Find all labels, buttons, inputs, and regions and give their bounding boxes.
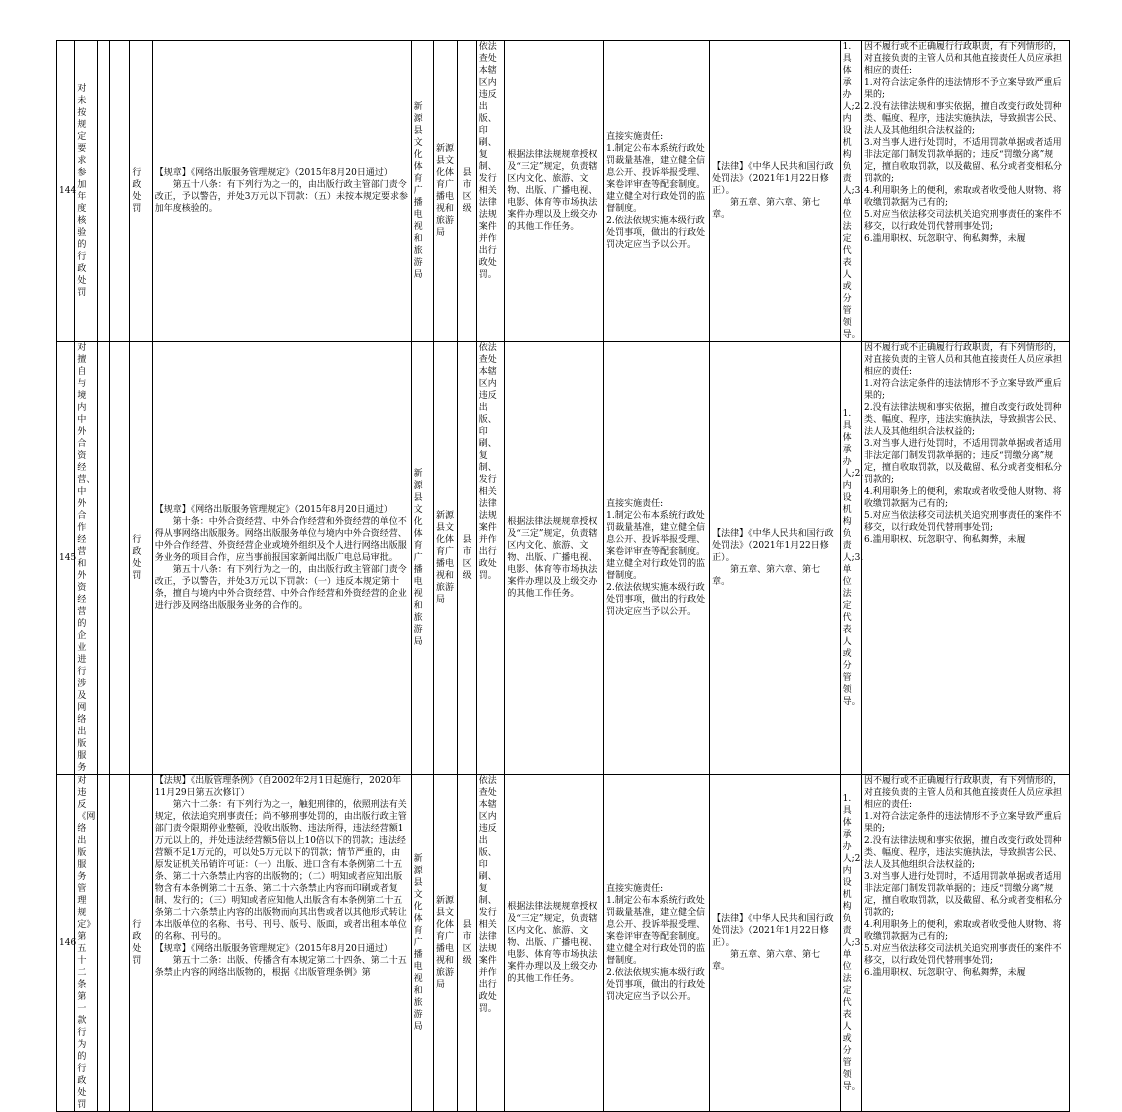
liability-item: 6.滥用职权、玩忽职守、徇私舞弊，未履: [863, 234, 1026, 244]
seq-cell: 146: [57, 775, 75, 1112]
sub-item-cell: [97, 342, 109, 775]
liability-item: 2.没有法律法规和事实依据，擅自改变行政处罚种类、幅度、程序，违法实施执法，导致损害公民、法人及其他组织合法权益的;: [863, 836, 1062, 870]
document-page: [56, 40, 1070, 1110]
basis-para: 第十条：中外合资经营、中外合作经营和外资经营的单位不得从事网络出版服务。网络出版服务单位与境内中外合资经营、中外合作经营、外资经营企业或境外组织及个人进行网络出版服务业务的项目合作，应当事前报国家新闻出版广电总局审批。: [154, 517, 407, 563]
liability-item: 5.对应当依法移交司法机关追究刑事责任的案件不移交，以行政处罚代替刑事处罚;: [863, 210, 1062, 232]
basis-cell: [152, 41, 411, 342]
responsible-dept-cell: 新源县文化体育广播电视和旅游局: [434, 342, 458, 775]
implementing-dept-cell: 新源县文化体育广播电视和旅游局: [411, 775, 433, 1112]
resp-item: 1.制定公布本系统行政处罚裁量基准，建立健全信息公开、投诉举报受理、案卷评审查等配套制度。建立健全对行政处罚的监督制度。: [606, 511, 706, 581]
liability-item: 4.利用职务上的便利，索取或者收受他人财物、将收缴罚款据为己有的;: [863, 487, 1062, 509]
resp-item: 2.依法依规实施本级行政处罚事项，做出的行政处罚决定应当予以公开。: [606, 968, 706, 1002]
responsible-dept-cell: 新源县文化体育广播电视和旅游局: [434, 41, 458, 342]
liability-intro: 因不履行或不正确履行行政职责，有下列情形的，对直接负责的主管人员和其他直接责任人员应承担相应的责任:: [863, 343, 1062, 377]
item-name-cell: 对擅自与境内中外合资经营、中外合作经营和外资经营的企业进行涉及网络出版服务: [75, 342, 97, 775]
basis-para: 第五十二条：出版、传播含有本规定第二十四条、第二十五条禁止内容的网络出版物的，根据《出版管理条例》第: [154, 956, 407, 978]
liability-item: 3.对当事人进行处罚时，不适用罚款单据或者适用非法定部门制发罚款单据的；违反“罚缴分离”规定，擅自收取罚款，以及截留、私分或者变相私分罚款的;: [863, 872, 1062, 918]
law-basis-cell: [710, 775, 840, 1112]
liability-cell: [861, 342, 1069, 775]
basis-para: 【法规】《出版管理条例》（自2002年2月1日起施行，2020年11月29日第五次修订）: [154, 776, 402, 798]
level-cell: 县市区级: [458, 41, 476, 342]
liability-item: 5.对应当依法移交司法机关追究刑事责任的案件不移交，以行政处罚代替刑事处罚;: [863, 511, 1062, 533]
duty-cell: 根据法律法规规章授权及“三定”规定，负责辖区内文化、旅游、文物、出版、广播电视、电影、体育等市场执法案件办理以及上级交办的其他工作任务。: [505, 41, 604, 342]
resp-title: 直接实施责任:: [606, 884, 664, 894]
implementing-dept-cell: 新源县文化体育广播电视和旅游局: [411, 41, 433, 342]
law-para: 第五章、第六章、第七章。: [712, 950, 821, 972]
resp-item: 2.依法依规实施本级行政处罚事项，做出的行政处罚决定应当予以公开。: [606, 583, 706, 617]
duty-cell: 根据法律法规规章授权及“三定”规定，负责辖区内文化、旅游、文物、出版、广播电视、电影、体育等市场执法案件办理以及上级交办的其他工作任务。: [505, 342, 604, 775]
liability-item: 6.滥用职权、玩忽职守、徇私舞弊，未履: [863, 535, 1026, 545]
law-basis-cell: [710, 342, 840, 775]
liability-item: 2.没有法律法规和事实依据，擅自改变行政处罚种类、幅度、程序，违法实施执法，导致损害公民、法人及其他组织合法权益的;: [863, 102, 1062, 136]
sub-item-cell: [97, 41, 109, 342]
law-para: 第五章、第六章、第七章。: [712, 565, 821, 587]
basis-para: 【规章】《网络出版服务管理规定》（2015年8月20日通过）: [154, 944, 393, 954]
liability-item: 1.对符合法定条件的违法情形不予立案导致严重后果的;: [863, 78, 1062, 100]
table-row: [57, 342, 1070, 775]
table-row: [57, 41, 1070, 342]
process-text: 依法查处本辖区内违反出版、印刷、复制、发行相关法律法规案件并作出行政处罚。: [478, 343, 497, 581]
blank-cell: [109, 41, 129, 342]
table-row: [57, 775, 1070, 1112]
process-text: 依法查处本辖区内违反出版、印刷、复制、发行相关法律法规案件并作出行政处罚。: [478, 776, 497, 1014]
process-cell: [476, 342, 505, 775]
responsibility-cell: [604, 775, 710, 1112]
basis-para: 【规章】《网络出版服务管理规定》（2015年8月20日通过）: [154, 505, 393, 515]
subject-cell: 1.具体承办人;2.内设机构负责人;3.单位法定代表人或分管领导。: [840, 41, 861, 342]
blank-cell: [109, 342, 129, 775]
liability-intro: 因不履行或不正确履行行政职责，有下列情形的，对直接负责的主管人员和其他直接责任人员应承担相应的责任:: [863, 776, 1062, 810]
basis-para: 【规章】《网络出版服务管理规定》（2015年8月20日通过）: [154, 168, 393, 178]
resp-item: 1.制定公布本系统行政处罚裁量基准，建立健全信息公开、投诉举报受理、案卷评审查等配套制度。建立健全对行政处罚的监督制度。: [606, 144, 706, 214]
basis-para: 第五十八条：有下列行为之一的，由出版行政主管部门责令改正，予以警告，并处3万元以下罚款：（一）违反本规定第十条，擅自与境内中外合资经营、中外合作经营和外资经营的企业进行涉及网络出版服务业务的合作的。: [154, 565, 407, 611]
category-cell: 行政处罚: [130, 342, 152, 775]
process-text: 依法查处本辖区内违反出版、印刷、复制、发行相关法律法规案件并作出行政处罚。: [478, 42, 497, 280]
liability-item: 6.滥用职权、玩忽职守、徇私舞弊，未履: [863, 968, 1026, 978]
responsible-dept-cell: 新源县文化体育广播电视和旅游局: [434, 775, 458, 1112]
basis-para: 第五十八条：有下列行为之一的，由出版行政主管部门责令改正，予以警告，并处3万元以下罚款：（五）未按本规定要求参加年度核验的。: [154, 180, 408, 214]
item-name-cell: 对违反《网络出版服务管理规定》第五十二条第一款行为的行政处罚: [75, 775, 97, 1112]
resp-item: 2.依法依规实施本级行政处罚事项，做出的行政处罚决定应当予以公开。: [606, 216, 706, 250]
liability-item: 3.对当事人进行处罚时，不适用罚款单据或者适用非法定部门制发罚款单据的；违反“罚缴分离”规定，擅自收取罚款，以及截留、私分或者变相私分罚款的;: [863, 138, 1062, 184]
liability-cell: [861, 775, 1069, 1112]
basis-cell: [152, 342, 411, 775]
duty-cell: 根据法律法规规章授权及“三定”规定，负责辖区内文化、旅游、文物、出版、广播电视、电影、体育等市场执法案件办理以及上级交办的其他工作任务。: [505, 775, 604, 1112]
level-cell: 县市区级: [458, 775, 476, 1112]
subject-cell: 1.具体承办人;2.内设机构负责人;3.单位法定代表人或分管领导。: [840, 342, 861, 775]
level-cell: 县市区级: [458, 342, 476, 775]
category-cell: 行政处罚: [130, 41, 152, 342]
resp-item: 1.制定公布本系统行政处罚裁量基准，建立健全信息公开、投诉举报受理、案卷评审查等配套制度。建立健全对行政处罚的监督制度。: [606, 896, 706, 966]
resp-title: 直接实施责任:: [606, 132, 664, 142]
seq-cell: 145: [57, 342, 75, 775]
law-para: 【法律】《中华人民共和国行政处罚法》（2021年1月22日修正）。: [712, 529, 834, 563]
law-basis-cell: [710, 41, 840, 342]
law-para: 【法律】《中华人民共和国行政处罚法》（2021年1月22日修正）。: [712, 914, 834, 948]
liability-item: 3.对当事人进行处罚时，不适用罚款单据或者适用非法定部门制发罚款单据的；违反“罚缴分离”规定，擅自收取罚款，以及截留、私分或者变相私分罚款的;: [863, 439, 1062, 485]
subject-cell: 1.具体承办人;2.内设机构负责人;3.单位法定代表人或分管领导。: [840, 775, 861, 1112]
process-cell: [476, 41, 505, 342]
category-cell: 行政处罚: [130, 775, 152, 1112]
liability-cell: [861, 41, 1069, 342]
responsibility-cell: [604, 41, 710, 342]
sub-item-cell: [97, 775, 109, 1112]
responsibility-cell: [604, 342, 710, 775]
liability-item: 4.利用职务上的便利，索取或者收受他人财物、将收缴罚款据为己有的;: [863, 920, 1062, 942]
liability-intro: 因不履行或不正确履行行政职责，有下列情形的，对直接负责的主管人员和其他直接责任人员应承担相应的责任:: [863, 42, 1062, 76]
basis-para: 第六十二条：有下列行为之一，触犯刑律的，依照刑法有关规定，依法追究刑事责任；尚不够刑事处罚的，由出版行政主管部门责令限期停业整顿，没收出版物、违法所得，违法经营额1万元以上的，并处违法经营额5倍以上10倍以下的罚款；违法经营额不足1万元的，可以处5万元以下的罚款；情节严重的，由原发证机关吊销许可证：（一）出版、进口含有本条例第二十五条、第二十六条禁止内容的出版物的；（二）明知或者应知出版物含有本条例第二十五条、第二十六条禁止内容而印刷或者复制、发行的；（三）明知或者应知他人出版含有本条例第二十五条第二十六条禁止内容的出版物而向其出售或者以其他形式转让本出版单位的名称、书号、刊号、版号、版面，或者出租本单位的名称、刊号的。: [154, 800, 407, 942]
blank-cell: [109, 775, 129, 1112]
basis-cell: [152, 775, 411, 1112]
liability-item: 2.没有法律法规和事实依据，擅自改变行政处罚种类、幅度、程序，违法实施执法，导致损害公民、法人及其他组织合法权益的;: [863, 403, 1062, 437]
power-list-table: [56, 40, 1070, 1112]
item-name-cell: 对未按规定要求参加年度核验的行政处罚: [75, 41, 97, 342]
liability-item: 1.对符合法定条件的违法情形不予立案导致严重后果的;: [863, 379, 1062, 401]
resp-title: 直接实施责任:: [606, 499, 664, 509]
seq-cell: 144: [57, 41, 75, 342]
law-para: 第五章、第六章、第七章。: [712, 198, 821, 220]
process-cell: [476, 775, 505, 1112]
law-para: 【法律】《中华人民共和国行政处罚法》（2021年1月22日修正）。: [712, 162, 834, 196]
liability-item: 5.对应当依法移交司法机关追究刑事责任的案件不移交，以行政处罚代替刑事处罚;: [863, 944, 1062, 966]
liability-item: 1.对符合法定条件的违法情形不予立案导致严重后果的;: [863, 812, 1062, 834]
implementing-dept-cell: 新源县文化体育广播电视和旅游局: [411, 342, 433, 775]
liability-item: 4.利用职务上的便利，索取或者收受他人财物、将收缴罚款据为己有的;: [863, 186, 1062, 208]
